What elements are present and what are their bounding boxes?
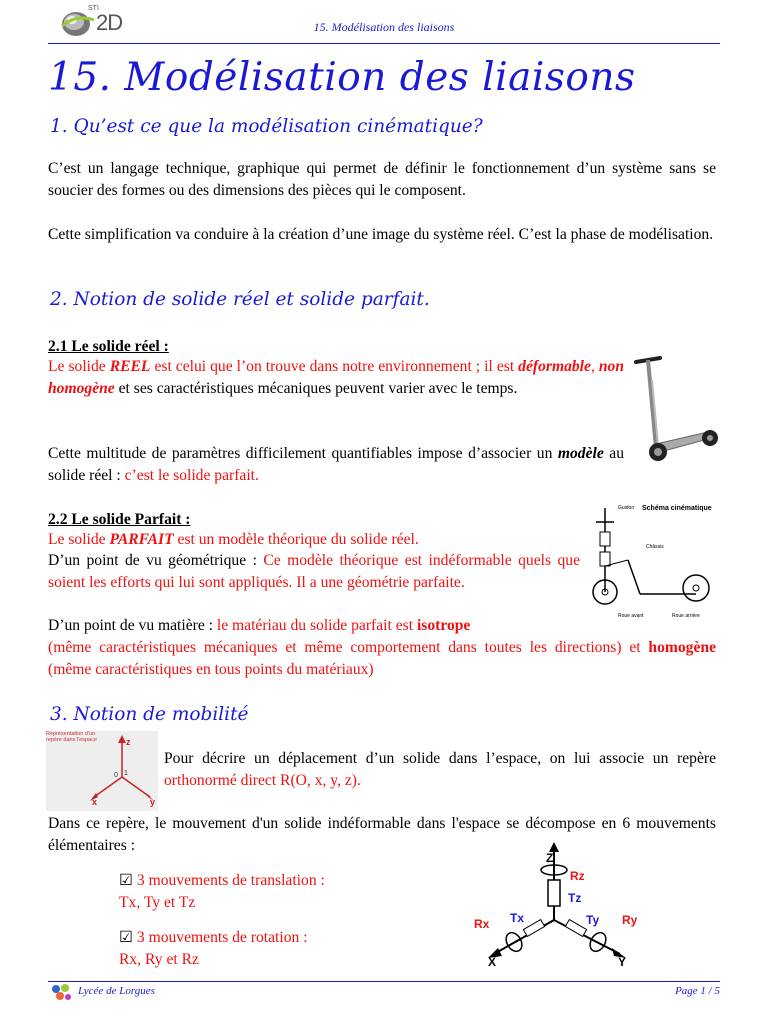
section-1-paragraph-1: C’est un langage technique, graphique qui permet de définir le fonctionnement d’un système sans se soucier des formes ou des dimensions des pièces qui le composent. (48, 160, 716, 199)
text-run: non homogène (48, 358, 625, 397)
logo-2d-text: 2D (96, 10, 123, 35)
text-run: Pour décrire un déplacement d’un solide dans l’espace, on lui associe un repère (164, 750, 716, 767)
scooter-photo (628, 340, 720, 466)
repere-caption: Représentation d'un repère dans l'espace (46, 731, 97, 743)
footer-school-name: Lycée de Lorgues (78, 985, 155, 997)
subsection-2-2-line-2 (48, 550, 580, 594)
text-run: , (590, 358, 599, 375)
section-1-paragraph-2: Cette simplification va conduire à la création d’une image du système réel. C’est la phase de modélisation. (48, 226, 714, 243)
repere-unit-label: 1 (124, 770, 128, 777)
footer-page-number: Page 1 / 5 (675, 985, 720, 997)
page-title: 15. Modélisation des liaisons (48, 55, 636, 100)
section-2-heading: 2. Notion de solide réel et solide parfait. (50, 289, 430, 310)
text-run: isotrope (416, 617, 471, 634)
repere-image (46, 731, 158, 811)
subsection-2-2-heading: 2.2 Le solide Parfait : (48, 511, 191, 528)
axis-x-label: X (488, 955, 497, 968)
text-run: Le solide (48, 358, 110, 375)
schema-title: Schéma cinématique (642, 505, 712, 512)
list-item-rotation-label: 3 mouvements de rotation : (136, 929, 308, 946)
text-run: c’est le solide parfait. (124, 467, 259, 484)
subsection-2-1-paragraph-2 (48, 443, 624, 487)
list-item-translation (119, 870, 325, 914)
text-run: modèle (557, 445, 604, 462)
text-run: PARFAIT (109, 531, 174, 548)
text-run: homogène (648, 639, 716, 656)
scooter-icon (628, 340, 720, 466)
text-run: et ses caractéristiques mécaniques peuvent varier avec le temps. (114, 380, 518, 397)
section-3-paragraph-1 (164, 748, 716, 792)
checkbox-icon: ☑ (119, 929, 133, 946)
translation-tz-label: Tz (568, 891, 582, 905)
kinematic-schema (588, 500, 720, 626)
degrees-of-freedom-diagram (470, 836, 646, 968)
section-3-heading: 3. Notion de mobilité (50, 704, 249, 725)
lycee-logo (48, 983, 74, 1003)
text-run: (même caractéristiques en tous points du matériaux) (48, 661, 374, 678)
section-3-paragraph-2: Dans ce repère, le mouvement d'un solide indéformable dans l'espace se décompose en 6 mouvements élémentaires : (48, 815, 716, 854)
list-item-rotation (119, 927, 308, 971)
translation-ty-label: Ty (586, 913, 600, 927)
text-run: est un modèle théorique du solide réel. (173, 531, 419, 548)
text-run: D’un point de vu matière : (48, 617, 217, 634)
schema-roue-arriere-label: Roue arrière (672, 613, 700, 619)
rotation-rx-label: Rx (474, 917, 490, 931)
text-run: Ce modèle théorique est indéformable quels que soient les efforts qui lui sont appliqués. Il a une géométrie parfaite. (48, 552, 580, 591)
repere-origin-label: 0 (114, 772, 118, 779)
schema-guidon-label: Guidon (618, 505, 635, 511)
axis-y-label: Y (618, 955, 627, 968)
axis-z-label: Z (546, 851, 554, 865)
mobility-diagram (470, 836, 646, 968)
header-divider (48, 43, 720, 44)
text-run: D’un point de vu géométrique : (48, 552, 264, 569)
text-run: REEL (109, 358, 151, 375)
list-item-translation-label: 3 mouvements de translation : (136, 872, 325, 889)
repere-z-label: z (126, 737, 131, 747)
schema-roue-avant-label: Roue avant (618, 613, 644, 619)
header-title: 15. Modélisation des liaisons (313, 20, 455, 34)
kinematic-schema-diagram (588, 500, 720, 626)
list-item-rotation-values: Rx, Ry et Rz (119, 951, 199, 968)
rotation-rz-label: Rz (570, 869, 585, 883)
schema-chassis-label: Châssis (646, 544, 664, 550)
subsection-2-2-line-1 (48, 529, 588, 551)
footer-divider (48, 981, 720, 982)
text-run: est celui que l’on trouve dans notre environnement ; il est (150, 358, 519, 375)
text-run: (même caractéristiques mécaniques et même comportement dans toutes les directions) et (48, 639, 649, 656)
list-item-translation-values: Tx, Ty et Tz (119, 894, 196, 911)
text-run: au solide réel : (48, 445, 624, 484)
text-run: Cette multitude de paramètres difficilement quantifiables impose d’associer un (48, 445, 558, 462)
logo-sti-text: STI (88, 5, 99, 12)
text-run: orthonormé direct R(O, x, y, z). (164, 772, 361, 789)
subsection-2-1-paragraph-1 (48, 356, 624, 400)
section-1-heading: 1. Qu’est ce que la modélisation cinématique? (50, 116, 483, 137)
translation-tx-label: Tx (510, 911, 525, 925)
lycee-logo-icon (48, 983, 74, 1003)
checkbox-icon: ☑ (119, 872, 133, 889)
repere-y-label: y (150, 797, 156, 807)
repere-diagram (46, 731, 158, 811)
text-run: déformable (518, 358, 591, 375)
text-run: Le solide (48, 531, 110, 548)
rotation-ry-label: Ry (622, 913, 638, 927)
subsection-2-1-heading: 2.1 Le solide réel : (48, 338, 169, 355)
text-run: le matériau du solide parfait est (216, 617, 417, 634)
repere-x-label: x (92, 797, 98, 807)
